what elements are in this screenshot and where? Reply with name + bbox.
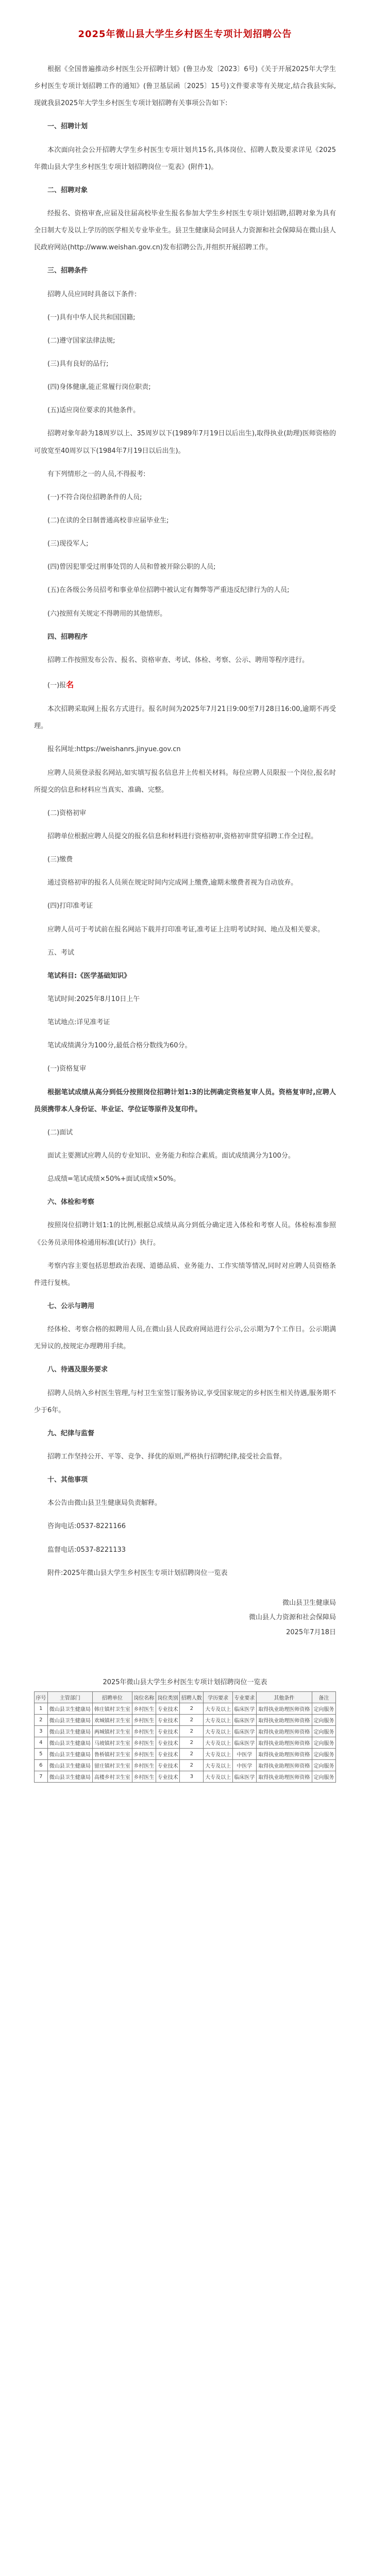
table-row xyxy=(35,1759,336,1771)
body-paragraph: (一)不符合岗位招聘条件的人员; xyxy=(47,493,142,501)
table-cell: 2 xyxy=(180,1703,204,1714)
table-cell: 定向服务 xyxy=(312,1703,335,1714)
document-body xyxy=(34,61,336,1512)
consult-line xyxy=(34,1518,336,1535)
table-cell: 大专及以上 xyxy=(204,1737,232,1748)
section-heading: 根据笔试成绩从高分到低分按照岗位招聘计划1:3的比例确定资格复审人员。资格复审时,应聘人员须携带本人身份证、毕业证、学位证等原件及复印件。 xyxy=(34,1088,336,1113)
table-cell: 取得执业助理医师资格 xyxy=(256,1714,312,1725)
table-cell: 大专及以上 xyxy=(204,1703,232,1714)
table-cell: 定向服务 xyxy=(312,1725,335,1737)
body-paragraph: (三)具有良好的品行; xyxy=(47,360,109,368)
table-cell: 3 xyxy=(35,1725,48,1737)
table-cell: 微山县卫生健康局 xyxy=(47,1737,92,1748)
signature-block xyxy=(34,1596,336,1640)
body-paragraph: (三)缴费 xyxy=(47,856,73,864)
table-cell: 中医学 xyxy=(232,1748,256,1759)
body-paragraph: 本次面向社会公开招聘大学生乡村医生专项计划共15名,具体岗位、招聘人数及要求详见《2025年微山县大学生乡村医生专项计划招聘岗位一览表》(附件1)。 xyxy=(34,146,336,171)
table-header-cell: 备注 xyxy=(312,1691,335,1703)
table-cell: 定向服务 xyxy=(312,1771,335,1782)
body-paragraph: (四)曾因犯罪受过刑事处罚的人员和曾被开除公职的人员; xyxy=(47,563,216,571)
table-cell: 专业技术 xyxy=(156,1703,180,1714)
body-paragraph: (四)身体健康,能正常履行岗位职责; xyxy=(47,383,151,392)
table-cell: 临床医学 xyxy=(232,1725,256,1737)
table-cell: 韩庄镇村卫生室 xyxy=(92,1703,132,1714)
body-paragraph: (五)适应岗位要求的其他条件。 xyxy=(47,406,140,415)
body-paragraph: 应聘人员须登录报名网站,如实填写报名信息并上传相关材料。每位应聘人员限报一个岗位,报名时所提交的信息和材料应当真实、准确、完整。 xyxy=(34,769,336,794)
body-paragraph: 面试主要测试应聘人员的专业知识、业务能力和综合素质。面试成绩满分为100分。 xyxy=(47,1152,295,1160)
section-heading: 三、招聘条件 xyxy=(47,267,88,275)
table-header-cell: 专业要求 xyxy=(232,1691,256,1703)
body-paragraph: 笔试时间:2025年8月10日上午 xyxy=(47,995,140,1004)
body-paragraph: 根据《全国普遍推动乡村医生公开招聘计划》(鲁卫办发〔2023〕6号)《关于开展2025年大学生乡村医生专项计划招聘工作的通知》(鲁卫基层函〔2025〕15号)文件要求等有关规定,结合我县实际,现就我县2025年大学生乡村医生专项计划招聘有关事项公告如下: xyxy=(34,65,336,108)
table-cell: 取得执业助理医师资格 xyxy=(256,1725,312,1737)
table-cell: 取得执业助理医师资格 xyxy=(256,1771,312,1782)
section-heading: 一、招聘计划 xyxy=(47,123,88,131)
table-cell: 微山县卫生健康局 xyxy=(47,1771,92,1782)
body-paragraph: 报名网址:https://weishanrs.jinyue.gov.cn xyxy=(47,745,181,754)
table-cell: 微山县卫生健康局 xyxy=(47,1714,92,1725)
attachment-note: 附件:2025年微山县大学生乡村医生专项计划招聘岗位一览表 xyxy=(47,1569,228,1577)
table-row xyxy=(35,1748,336,1759)
table-cell: 临床医学 xyxy=(232,1737,256,1748)
table-cell: 微山县卫生健康局 xyxy=(47,1703,92,1714)
signature-line-1: 微山县卫生健康局 xyxy=(282,1599,336,1607)
table-cell: 乡村医生 xyxy=(132,1759,156,1771)
body-paragraph: 经体检、考察合格的拟聘用人员,在微山县人民政府网站进行公示,公示期为7个工作日。公示期满无异议的,按规定办理聘用手续。 xyxy=(34,1326,336,1351)
table-cell: 微山县卫生健康局 xyxy=(47,1759,92,1771)
table-cell: 6 xyxy=(35,1759,48,1771)
body-paragraph: (五)在各级公务员招考和事业单位招聘中被认定有舞弊等严重违反纪律行为的人员; xyxy=(47,586,290,595)
body-paragraph: 笔试地点:详见准考证 xyxy=(47,1019,110,1027)
table-cell: 7 xyxy=(35,1771,48,1782)
table-cell: 定向服务 xyxy=(312,1737,335,1748)
signature-line-2: 微山县人力资源和社会保障局 xyxy=(248,1614,336,1622)
table-cell: 大专及以上 xyxy=(204,1725,232,1737)
table-cell: 2 xyxy=(180,1759,204,1771)
body-paragraph: (四)打印准考证 xyxy=(47,902,93,910)
body-paragraph: (二)资格初审 xyxy=(47,809,87,817)
section-heading: 二、招聘对象 xyxy=(47,186,88,194)
table-header-cell: 招聘人数 xyxy=(180,1691,204,1703)
registration-text: (一)报 xyxy=(47,681,66,689)
table-cell: 专业技术 xyxy=(156,1759,180,1771)
section-heading: 四、招聘程序 xyxy=(47,633,88,641)
table-cell: 定向服务 xyxy=(312,1759,335,1771)
body-paragraph: 招聘单位根据应聘人员提交的报名信息和材料进行资格初审,资格初审贯穿招聘工作全过程。 xyxy=(47,833,318,841)
table-cell: 临床医学 xyxy=(232,1771,256,1782)
body-paragraph: 招聘人员应同时具备以下条件: xyxy=(47,290,137,298)
table-cell: 取得执业助理医师资格 xyxy=(256,1703,312,1714)
table-header-row xyxy=(35,1691,336,1703)
section-heading: 六、体检和考察 xyxy=(47,1198,95,1207)
table-cell: 大专及以上 xyxy=(204,1748,232,1759)
table-cell: 4 xyxy=(35,1737,48,1748)
table-cell: 临床医学 xyxy=(232,1714,256,1725)
body-paragraph: 招聘工作按照发布公告、报名、资格审查、考试、体检、考察、公示、聘用等程序进行。 xyxy=(47,656,309,664)
table-cell: 乡村医生 xyxy=(132,1725,156,1737)
section-heading: 十、其他事项 xyxy=(47,1476,88,1484)
body-paragraph: (六)按照有关规定不得聘用的其他情形。 xyxy=(47,609,167,618)
consult-phone: 0537-8221166 xyxy=(76,1522,126,1531)
body-paragraph: 通过资格初审的报名人员须在规定时间内完成网上缴费,逾期未缴费者视为自动放弃。 xyxy=(47,879,298,887)
body-paragraph: 本公告由微山县卫生健康局负责解释。 xyxy=(47,1499,162,1507)
table-header-cell: 主管部门 xyxy=(47,1691,92,1703)
table-cell: 大专及以上 xyxy=(204,1714,232,1725)
body-paragraph: 笔试成绩满分为100分,最低合格分数线为60分。 xyxy=(47,1042,192,1050)
table-cell: 1 xyxy=(35,1703,48,1714)
signature-date: 2025年7月18日 xyxy=(286,1629,336,1636)
table-cell: 欢城镇村卫生室 xyxy=(92,1714,132,1725)
body-paragraph: 考察内容主要包括思想政治表现、道德品质、业务能力、工作实绩等情况,同时对应聘人员资格条件进行复核。 xyxy=(34,1262,336,1287)
body-paragraph: 总成绩=笔试成绩×50%+面试成绩×50%。 xyxy=(47,1175,180,1183)
table-title: 2025年微山县大学生乡村医生专项计划招聘岗位一览表 xyxy=(103,1678,267,1686)
table-cell: 大专及以上 xyxy=(204,1759,232,1771)
table-cell: 乡村医生 xyxy=(132,1714,156,1725)
body-paragraph: 招聘人员纳入乡村医生管理,与村卫生室签订服务协议,享受国家规定的乡村医生相关待遇,服务期不少于6年。 xyxy=(34,1389,336,1414)
table-row xyxy=(35,1714,336,1725)
body-paragraph: 经报名、资格审查,应届及往届高校毕业生报名参加大学生乡村医生专项计划招聘,招聘对象为具有全日制大专及以上学历的医学相关专业毕业生。县卫生健康局会同县人力资源和社会保障局在微山县人民政府网站(http://www.weishan.gov.cn)发布招聘公告,并组织开展招聘工作。 xyxy=(34,209,336,252)
table-cell: 取得执业助理医师资格 xyxy=(256,1737,312,1748)
table-header-cell: 岗位类别 xyxy=(156,1691,180,1703)
supervise-phone: 0537-8221133 xyxy=(76,1546,126,1554)
body-paragraph: 按照岗位招聘计划1:1的比例,根据总成绩从高分到低分确定进入体检和考察人员。体检标准参照《公务员录用体检通用标准(试行)》执行。 xyxy=(34,1222,336,1247)
table-cell: 鲁桥镇村卫生室 xyxy=(92,1748,132,1759)
table-cell: 2 xyxy=(180,1725,204,1737)
section-heading: 笔试科目:《医学基础知识》 xyxy=(47,972,131,980)
table-cell: 专业技术 xyxy=(156,1737,180,1748)
body-paragraph: (一)具有中华人民共和国国籍; xyxy=(47,313,136,321)
table-header-cell: 学历要求 xyxy=(204,1691,232,1703)
section-heading: 九、纪律与监督 xyxy=(47,1429,95,1437)
table-cell: 大专及以上 xyxy=(204,1771,232,1782)
supervise-label: 监督电话: xyxy=(47,1546,77,1554)
table-cell: 微山县卫生健康局 xyxy=(47,1748,92,1759)
body-paragraph: (一)资格复审 xyxy=(47,1065,87,1073)
table-cell: 微山县卫生健康局 xyxy=(47,1725,92,1737)
body-paragraph: 应聘人员可于考试前在报名网站下载并打印准考证,准考证上注明考试时间、地点及相关要求。 xyxy=(47,925,325,934)
table-cell: 专业技术 xyxy=(156,1725,180,1737)
table-cell: 马坡镇村卫生室 xyxy=(92,1737,132,1748)
table-cell: 乡村医生 xyxy=(132,1703,156,1714)
table-header-cell: 其他条件 xyxy=(256,1691,312,1703)
table-cell: 定向服务 xyxy=(312,1714,335,1725)
body-paragraph: 招聘工作坚持公开、平等、竞争、择优的原则,严格执行招聘纪律,接受社会监督。 xyxy=(47,1452,287,1461)
consult-label: 咨询电话: xyxy=(47,1522,77,1531)
table-cell: 2 xyxy=(180,1737,204,1748)
document-title: 2025年微山县大学生乡村医生专项计划招聘公告 xyxy=(78,29,292,40)
table-header-cell: 招聘单位 xyxy=(92,1691,132,1703)
table-row xyxy=(35,1703,336,1714)
table-cell: 乡村医生 xyxy=(132,1748,156,1759)
table-cell: 乡村医生 xyxy=(132,1737,156,1748)
body-paragraph: (二)面试 xyxy=(47,1128,73,1137)
table-header-cell: 序号 xyxy=(35,1691,48,1703)
body-paragraph: 本次招聘采取网上报名方式进行。报名时间为2025年7月21日9:00至7月28日16:00,逾期不再受理。 xyxy=(34,705,336,731)
table-cell: 临床医学 xyxy=(232,1703,256,1714)
body-paragraph: 招聘对象年龄为18周岁以上、35周岁以下(1989年7月19日以后出生),取得执业(助理)医师资格的可放宽至40周岁以下(1984年7月19日以后出生)。 xyxy=(34,430,336,455)
table-cell: 取得执业助理医师资格 xyxy=(256,1759,312,1771)
table-cell: 定向服务 xyxy=(312,1748,335,1759)
table-cell: 5 xyxy=(35,1748,48,1759)
registration-deadline: 名 xyxy=(66,680,74,689)
body-paragraph: 五、考试 xyxy=(47,948,75,957)
table-row xyxy=(35,1725,336,1737)
table-cell: 2 xyxy=(180,1748,204,1759)
body-paragraph: (二)遵守国家法律法规; xyxy=(47,336,115,345)
body-paragraph xyxy=(34,675,336,694)
table-cell: 专业技术 xyxy=(156,1748,180,1759)
table-cell: 留庄镇村卫生室 xyxy=(92,1759,132,1771)
section-heading: 七、公示与聘用 xyxy=(47,1302,95,1310)
table-header-cell: 岗位名称 xyxy=(132,1691,156,1703)
supervise-line xyxy=(34,1541,336,1558)
table-cell: 2 xyxy=(180,1714,204,1725)
table-cell: 乡村医生 xyxy=(132,1771,156,1782)
table-cell: 专业技术 xyxy=(156,1771,180,1782)
section-heading: 八、待遇及服务要求 xyxy=(47,1366,108,1374)
table-cell: 中医学 xyxy=(232,1759,256,1771)
body-paragraph: (二)在读的全日制普通高校非应届毕业生; xyxy=(47,516,169,524)
table-cell: 专业技术 xyxy=(156,1714,180,1725)
table-cell: 3 xyxy=(180,1771,204,1782)
table-cell: 取得执业助理医师资格 xyxy=(256,1748,312,1759)
table-cell: 2 xyxy=(35,1714,48,1725)
table-body xyxy=(35,1703,336,1782)
table-row xyxy=(35,1737,336,1748)
table-row xyxy=(35,1771,336,1782)
table-cell: 高楼乡村卫生室 xyxy=(92,1771,132,1782)
body-paragraph: (三)现役军人; xyxy=(47,540,89,548)
positions-table xyxy=(34,1691,336,1783)
body-paragraph: 有下列情形之一的人员,不得报考: xyxy=(47,470,146,478)
table-cell: 两城镇村卫生室 xyxy=(92,1725,132,1737)
